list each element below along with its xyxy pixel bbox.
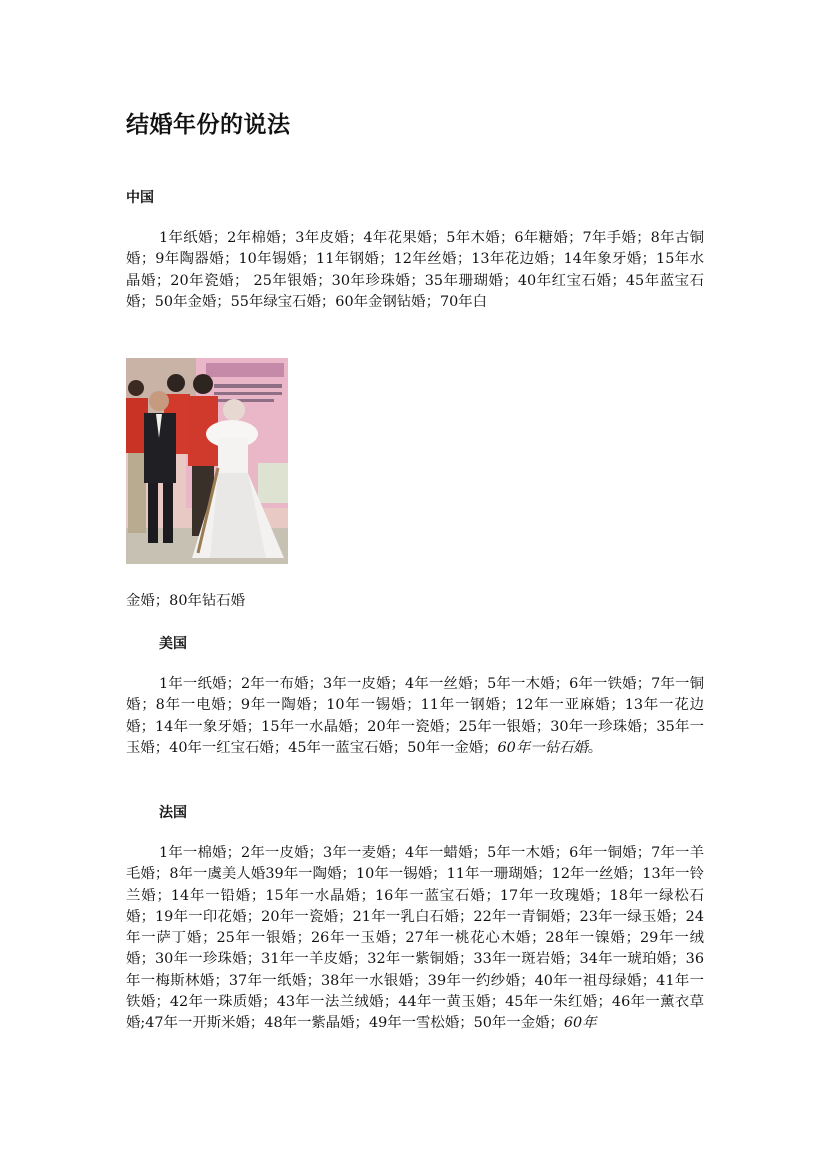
usa-end: 。 (587, 739, 603, 756)
heading-china: 中国 (126, 190, 154, 206)
china-paragraph-continued: 金婚；80年钻石婚 (126, 593, 246, 609)
france-italic-tail: 60年 (563, 1015, 597, 1032)
usa-italic-tail: 60年一钻石婚 (497, 739, 588, 756)
usa-paragraph (126, 674, 704, 759)
heading-france: 法国 (159, 805, 187, 821)
wedding-photo (126, 358, 288, 564)
usa-text: 1年一纸婚；2年一布婚；3年一皮婚；4年一丝婚；5年一木婚；6年一铁婚；7年一铜婚；8年一电婚；9年一陶婚；10年一锡婚；11年一钢婚；12年一亚麻婚；13年一花边婚；14年一象牙婚；15年一水晶婚；20年一瓷婚；25年一银婚；30年一珍珠婚；35年一玉婚；40年一红宝石婚；45年一蓝宝石婚；50年一金婚； (126, 676, 704, 756)
france-paragraph (126, 843, 704, 1035)
page-title: 结婚年份的说法 (126, 112, 291, 138)
china-paragraph: 1年纸婚；2年棉婚；3年皮婚；4年花果婚；5年木婚；6年糖婚；7年手婚；8年古铜婚；9年陶器婚；10年锡婚；11年钢婚；12年丝婚；13年花边婚；14年象牙婚；15年水晶婚；20年瓷婚； 25年银婚；30年珍珠婚；35年珊瑚婚；40年红宝石婚；45年蓝宝石婚；50年金婚；55年绿宝石婚；60年金钢钻婚；70年白 (126, 230, 704, 310)
france-text: 1年一棉婚；2年一皮婚；3年一麦婚；4年一蜡婚；5年一木婚；6年一铜婚；7年一羊毛婚；8年一虞美人婚39年一陶婚；10年一锡婚；11年一珊瑚婚；12年一丝婚；13年一铃兰婚；14年一铅婚；15年一水晶婚；16年一蓝宝石婚；17年一玫瑰婚；18年一绿松石婚；19年一印花婚；20年一瓷婚；21年一乳白石婚；22年一青铜婚；23年一绿玉婚；24年一萨丁婚；25年一银婚；26年一玉婚；27年一桃花心木婚；28年一镍婚；29年一绒婚；30年一珍珠婚；31年一羊皮婚；32年一紫铜婚；33年一斑岩婚；34年一琥珀婚；36年一梅斯林婚；37年一纸婚；38年一水银婚；39年一约纱婚；40年一祖母绿婚；41年一铁婚；42年一珠质婚；43年一法兰绒婚；44年一黄玉婚；45年一朱红婚；46年一薰衣草婚;47年一开斯米婚；48年一紫晶婚；49年一雪松婚；50年一金婚； (126, 845, 704, 1032)
heading-usa: 美国 (159, 636, 187, 652)
